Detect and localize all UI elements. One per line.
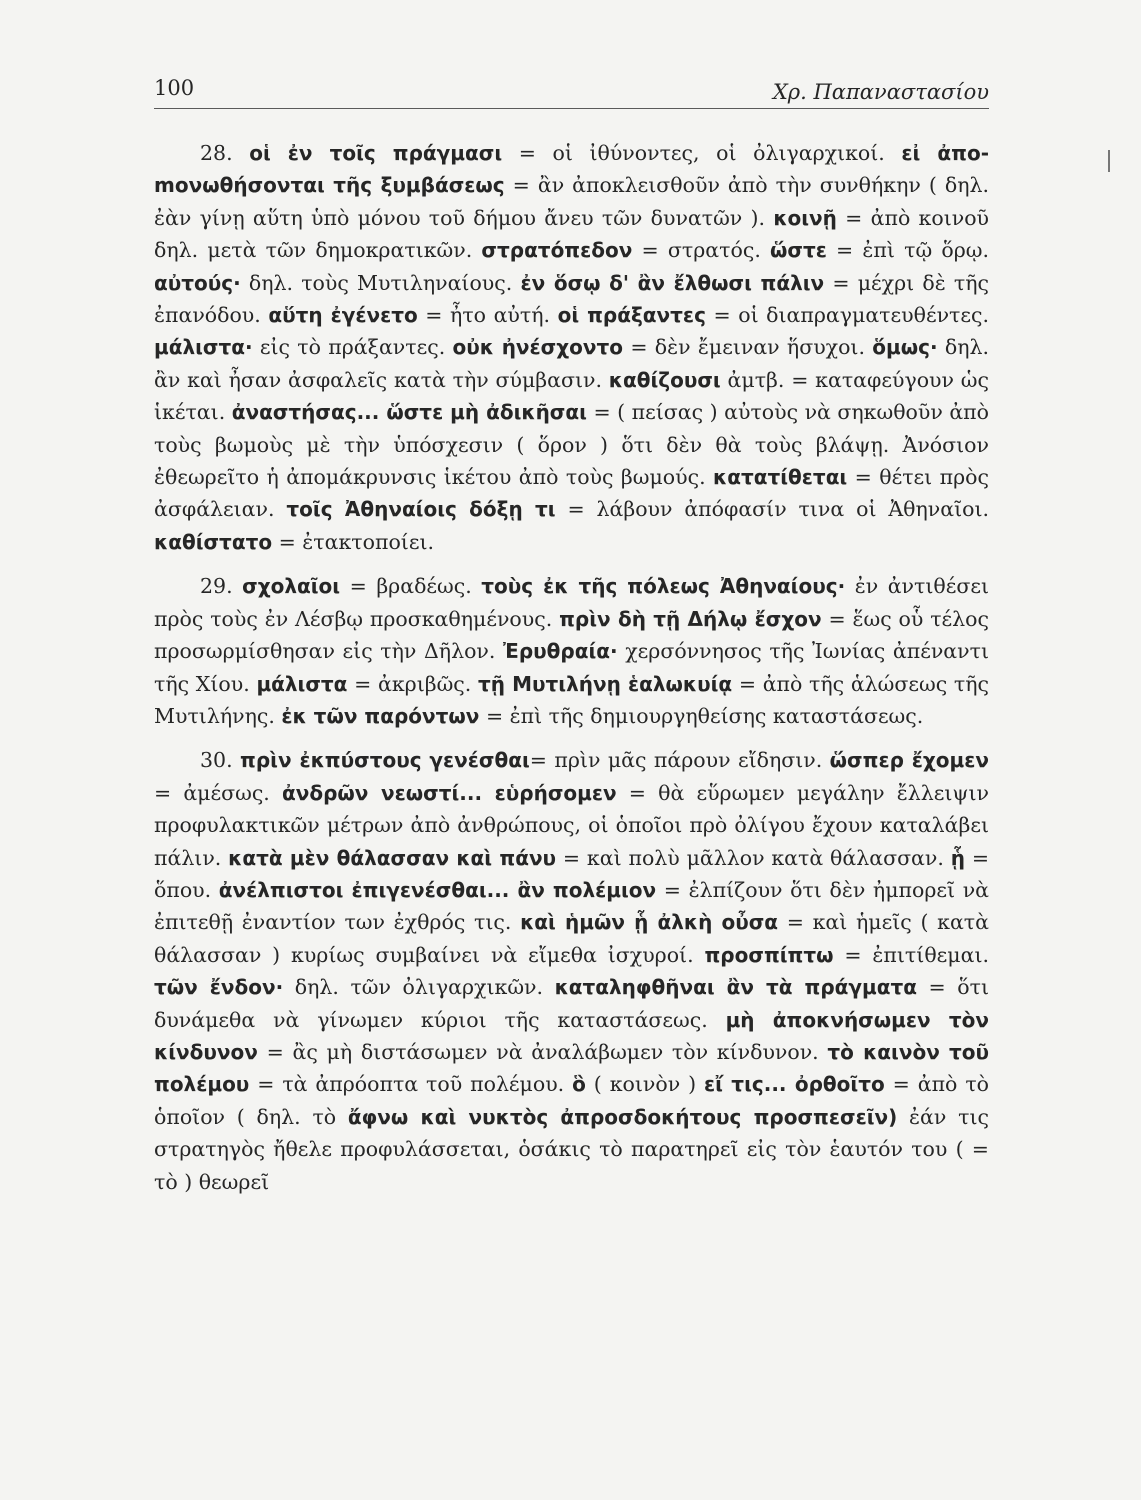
gloss: = μέχρι δὲ τῆς ἐπανόδου. — [154, 270, 989, 328]
paragraph-number: 28. — [200, 141, 250, 165]
gloss: = ἀπὸ κοινοῦ δηλ. μετὰ τῶν δημοκρατικῶν. — [154, 205, 990, 263]
gloss: = ( πείσας ) αὐτοὺς νὰ σηκωθοῦν ἀπὸ τοὺς βωμοὺς μὲ τὴν ὑπόσχεσιν ( ὅρον ) ὅτι δὲν θὰ τοὺς βλάψῃ. Ἀνόσιον ἐθεωρεῖτο ἡ ἀπομάκρυνσις ἱκέτου ἀπὸ τοὺς βωμούς. — [154, 400, 989, 490]
lemma: ἐν ὅσῳ δ' ἂν ἔλθωσι πάλιν — [520, 270, 825, 295]
gloss: = ἀκριβῶς. — [347, 671, 478, 696]
page-body — [154, 137, 989, 1210]
gloss: = πρὶν μᾶς πάρουν εἴδησιν. — [529, 748, 830, 773]
gloss: = καὶ ἡμεῖς ( κατὰ θάλασσαν ) κυρίως συμβαίνει νὰ εἴμεθα ἰσχυροί. — [154, 910, 989, 967]
gloss: = ἂς μὴ διστάσωμεν νὰ ἀναλάβωμεν τὸν κίνδυνον. — [257, 1039, 828, 1064]
lemma: Ἐρυθραία· — [503, 639, 618, 664]
lemma: πρὶν ἐκπύστους γενέσθαι — [240, 748, 530, 773]
gloss: = ἂν ἀποκλεισθοῦν ἀπὸ τὴν συνθήκην ( δηλ. ἐὰν γίνῃ αὕτη ὑπὸ μόνου τοῦ δήμου ἄνευ τῶν δυνατῶν ). — [154, 173, 989, 230]
lemma: κοινῇ — [773, 205, 837, 230]
lemma: τῶν ἔνδον· — [154, 975, 284, 1000]
paragraph-number: 30. — [200, 748, 241, 773]
gloss: = δὲν ἔμειναν ἥσυχοι. — [623, 335, 873, 360]
lemma: κατατίθεται — [713, 465, 848, 490]
lemma: τῇ Μυτιλήνῃ ἑαλωκυίᾳ — [478, 671, 733, 696]
lemma: ἐκ τῶν παρόντων — [281, 703, 480, 728]
gloss: = ἐλπίζουν ὅτι δὲν ἠμπορεῖ νὰ ἐπιτεθῇ ἐναντίον των ἐχθρός τις. — [154, 877, 989, 935]
gloss: = ἀπὸ τῆς ἁλώσεως τῆς Μυτιλήνης. — [154, 671, 989, 728]
lemma: ἀνέλπιστοι ἐπιγενέσθαι... ἂν πολέμιον — [218, 877, 657, 902]
gloss: ἀμτβ. = καταφεύγουν ὡς ἱκέται. — [154, 367, 989, 425]
page-header — [154, 72, 989, 109]
lemma: σχολαῖοι — [242, 574, 341, 599]
gloss: = θὰ εὕρωμεν μεγάλην ἔλλειψιν προφυλακτικῶν μέτρων ἀπὸ ἀνθρώπους, οἱ ὁποῖοι πρὸ ὀλίγου ἔχουν καταλάβει πάλιν. — [154, 780, 989, 870]
gloss: ἐν ἀντιθέσει πρὸς τοὺς ἐν Λέσβῳ προσκαθημένους. — [154, 574, 989, 631]
gloss: = ἀπὸ τὸ ὁποῖον ( δηλ. τὸ — [154, 1072, 989, 1129]
lemma: ἀναστήσας... ὥστε μὴ ἀδικῆσαι — [231, 400, 587, 425]
paragraph-28 — [154, 137, 989, 558]
gloss: = καὶ πολὺ μᾶλλον κατὰ θάλασσαν. — [556, 845, 951, 870]
gloss: ( κοινὸν ) — [585, 1072, 705, 1097]
page-number: 100 — [154, 76, 195, 100]
gloss: = στρατός. — [632, 238, 771, 263]
gloss: = ἐπιτίθεμαι. — [833, 942, 989, 967]
gloss: = οἱ διαπραγματευθέντες. — [705, 303, 989, 328]
lemma: καταληφθῆναι ἂν τὰ πράγματα — [554, 975, 917, 1000]
lemma: ὅμως· — [872, 335, 938, 360]
lemma: στρατόπεδον — [481, 238, 633, 263]
gloss: χερσόννησος τῆς Ἰωνίας ἀπέναντι τῆς Χίου. — [154, 639, 989, 696]
gloss: = ὅτι δυνάμεθα νὰ γίνωμεν κύριοι τῆς καταστάσεως. — [154, 975, 989, 1032]
lemma: καθίστατο — [154, 529, 273, 554]
gloss: = ἀμέσως. — [154, 780, 282, 805]
lemma: μάλιστα· — [154, 335, 253, 360]
gloss: δηλ. τοὺς Μυτιληναίους. — [240, 270, 521, 295]
gloss: = ἐπὶ τῷ ὅρῳ. — [826, 238, 989, 263]
lemma: ἄφνω καὶ νυκτὸς ἀπροσδοκήτους προσπεσεῖν) — [347, 1104, 898, 1129]
lemma: τοὺς ἐκ τῆς πόλεως Ἀθηναίους· — [481, 574, 846, 599]
gloss: = βραδέως. — [340, 574, 482, 599]
gloss: = θέτει πρὸς ἀσφάλειαν. — [154, 465, 989, 522]
paragraph-30 — [154, 744, 989, 1198]
lemma: κατὰ μὲν θάλασσαν καὶ πάνυ — [228, 845, 557, 870]
gloss: = ἦτο αὐτή. — [417, 303, 558, 328]
paragraph-29 — [154, 570, 989, 732]
gloss: = ἐτακτοποίει. — [272, 529, 434, 554]
gloss: δηλ. ἂν καὶ ἦσαν ἀσφαλεῖς κατὰ τὴν σύμβασιν. — [154, 335, 989, 392]
lemma: αὐτούς· — [154, 270, 241, 295]
lemma: καὶ ἡμῶν ᾗ ἀλκὴ οὖσα — [520, 910, 779, 935]
gloss: δηλ. τῶν ὀλιγαρχικῶν. — [283, 975, 555, 1000]
gloss: ἐάν τις στρατηγὸς ἤθελε προφυλάσσεται, ὁσάκις τὸ παρατηρεῖ εἰς τὸν ἑαυτόν του ( = τὸ ) θεωρεῖ — [154, 1104, 989, 1194]
gloss: = ἐπὶ τῆς δημιουργηθείσης καταστάσεως. — [479, 703, 924, 728]
lemma: πρὶν δὴ τῇ Δήλῳ ἔσχον — [559, 606, 822, 631]
gloss: εἰς τὸ πράξαντες. — [252, 335, 453, 360]
lemma: οἱ ἐν τοῖς πράγμασι — [249, 141, 503, 165]
gloss: = λάβουν ἀπόφασίν τινα οἱ Ἀθηναῖοι. — [555, 497, 990, 522]
lemma: οἱ πράξαντες — [557, 303, 706, 328]
lemma: ὥσπερ ἔχομεν — [829, 748, 990, 773]
lemma: ἀνδρῶν νεωστί... εὑρήσομεν — [281, 780, 617, 805]
lemma: τοῖς Ἀθηναίοις δόξῃ τι — [286, 497, 556, 522]
lemma: μάλιστα — [256, 671, 348, 696]
running-title: Χρ. Παπαναστασίου — [772, 80, 989, 104]
gloss: = ἕως οὗ τέλος προσωρμίσθησαν εἰς τὴν Δῆλον. — [154, 606, 989, 664]
lemma: εἰ ἀποmονωθήσονται τῆς ξυμβάσεως — [154, 141, 989, 198]
lemma: αὕτη ἐγένετο — [268, 303, 418, 328]
lemma: ᾗ — [950, 845, 965, 870]
lemma: ὃ — [572, 1072, 586, 1097]
gloss: = ὅπου. — [154, 845, 990, 902]
gloss: = οἱ ἰθύνοντες, οἱ ὀλιγαρχικοί. — [502, 141, 902, 165]
lemma: εἴ τις... ὀρθοῖτο — [704, 1072, 885, 1097]
lemma: προσπίπτω — [704, 942, 834, 967]
lemma: οὐκ ἠνέσχοντο — [452, 335, 624, 360]
paragraph-number: 29. — [200, 574, 243, 599]
gloss: = τὰ ἀπρόοπτα τοῦ πολέμου. — [249, 1072, 573, 1097]
lemma: μὴ ἀποκνήσωμεν τὸν κίνδυνον — [154, 1007, 990, 1064]
margin-mark — [1108, 150, 1110, 172]
lemma: ὥστε — [770, 238, 827, 263]
lemma: τὸ καινὸν τοῦ πολέμου — [154, 1039, 989, 1097]
lemma: καθίζουσι — [608, 367, 721, 392]
